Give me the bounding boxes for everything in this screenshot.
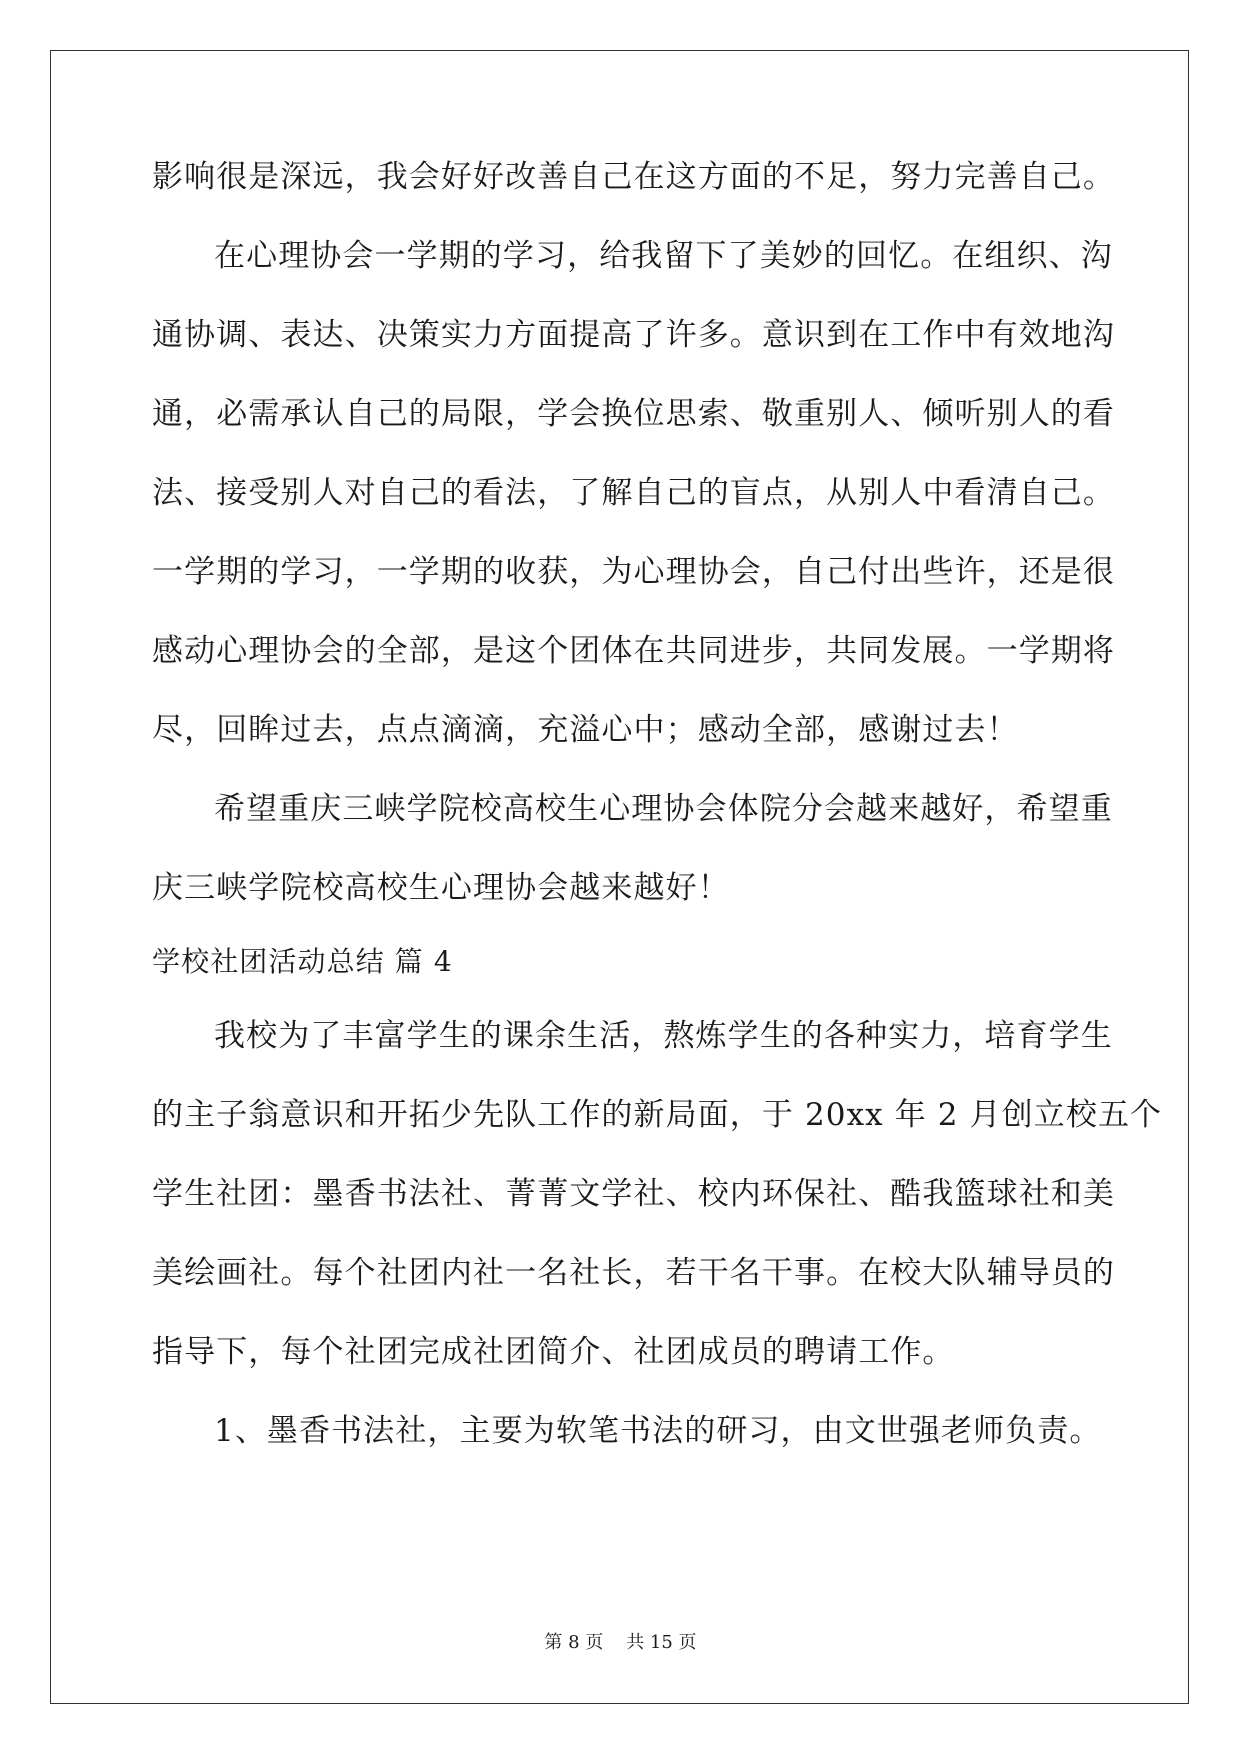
paragraph-line: 庆三峡学院校高校生心理协会越来越好！ xyxy=(152,870,730,906)
paragraph-line: 的主子翁意识和开拓少先队工作的新局面，于 20xx 年 2 月创立校五个 xyxy=(152,1097,1163,1133)
paragraph-line: 美绘画社。每个社团内社一名社长，若干名干事。在校大队辅导员的 xyxy=(152,1255,1115,1291)
paragraph-line: 法、接受别人对自己的看法，了解自己的盲点，从别人中看清自己。 xyxy=(152,475,1115,511)
paragraph-line: 通协调、表达、决策实力方面提高了许多。意识到在工作中有效地沟 xyxy=(152,317,1115,353)
paragraph-line: 1、墨香书法社，主要为软笔书法的研习，由文世强老师负责。 xyxy=(214,1413,1102,1449)
paragraph-line: 在心理协会一学期的学习，给我留下了美妙的回忆。在组织、沟 xyxy=(214,238,1113,274)
page-number-footer: 第 8 页 共 15 页 xyxy=(544,1632,697,1653)
paragraph-line: 通，必需承认自己的局限，学会换位思索、敬重别人、倾听别人的看 xyxy=(152,396,1115,432)
paragraph-line: 指导下，每个社团完成社团简介、社团成员的聘请工作。 xyxy=(152,1334,955,1370)
paragraph-line: 尽，回眸过去，点点滴滴，充溢心中；感动全部，感谢过去！ xyxy=(152,712,1019,748)
paragraph-line: 学生社团：墨香书法社、菁菁文学社、校内环保社、酷我篮球社和美 xyxy=(152,1176,1115,1212)
paragraph-line: 感动心理协会的全部，是这个团体在共同进步，共同发展。一学期将 xyxy=(152,633,1115,669)
section-heading: 学校社团活动总结 篇 4 xyxy=(152,945,453,978)
paragraph-line: 影响很是深远，我会好好改善自己在这方面的不足，努力完善自己。 xyxy=(152,159,1115,195)
paragraph-line: 我校为了丰富学生的课余生活，熬炼学生的各种实力，培育学生 xyxy=(214,1018,1113,1054)
paragraph-line: 一学期的学习，一学期的收获，为心理协会，自己付出些许，还是很 xyxy=(152,554,1115,590)
paragraph-line: 希望重庆三峡学院校高校生心理协会体院分会越来越好，希望重 xyxy=(214,791,1113,827)
